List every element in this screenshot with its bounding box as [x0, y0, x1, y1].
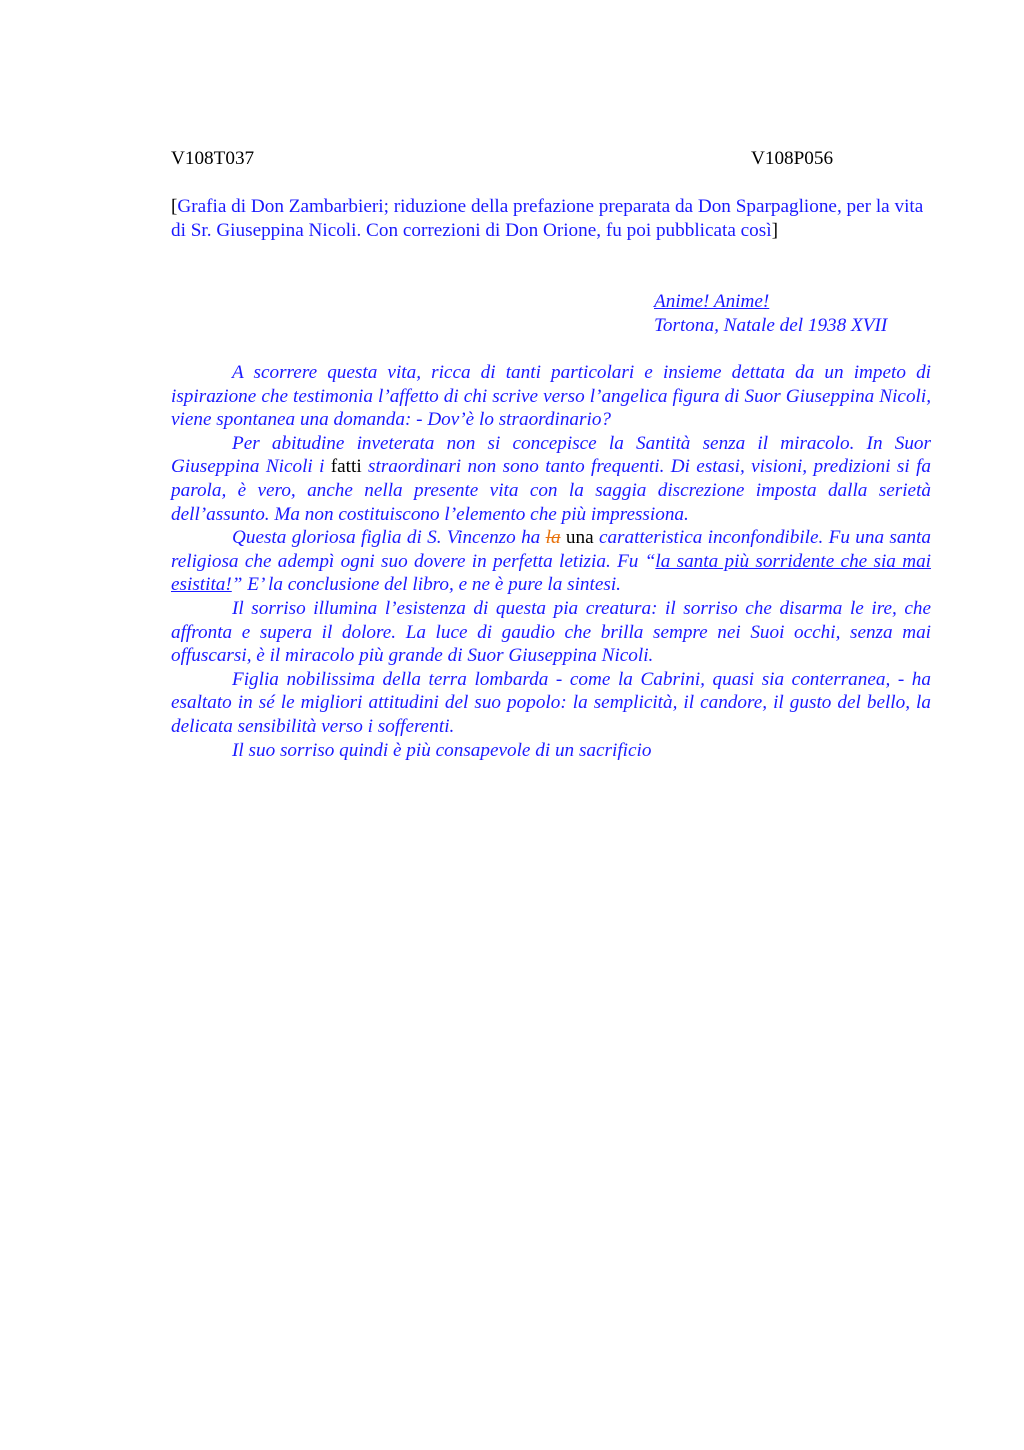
paragraph-5: Figlia nobilissima della terra lombarda - come la Cabrini, quasi sia conterranea, - ha esaltato in sé le migliori attitudini del suo popolo: la semplicità, il candore, il gusto del bello, la delicata sensibilità verso i sofferenti. [171, 668, 931, 737]
document-page [171, 0, 931, 1450]
paragraph-2-part-a: Per abitudine inveterata non si concepisce la Santità senza il miracolo. In Suor Giuseppina Nicoli i [171, 432, 931, 478]
paragraph-3-deletion: la [545, 527, 561, 549]
paragraph-3-part-a: Questa gloriosa figlia di S. Vincenzo ha [232, 527, 546, 549]
paragraph-1: A scorrere questa vita, ricca di tanti particolari e insieme dettata da un impeto di ispirazione che testimonia l’affetto di chi scrive verso l’angelica figura di Suor Giuseppina Nicoli, viene spontanea una domanda: - Dov’è lo straordinario? [171, 362, 931, 431]
paragraph-6: Il suo sorriso quindi è più consapevole di un sacrificio [232, 739, 652, 761]
document-code-right: V108P056 [751, 148, 834, 169]
document-code-left: V108T037 [171, 148, 255, 169]
dateline [654, 290, 934, 337]
paragraph-3-part-b: caratteristica inconfondibile. Fu una santa religiosa che adempì ogni suo dovere in perfetta letizia. Fu “ [171, 527, 931, 572]
paragraph-2 [171, 432, 931, 526]
note-close-bracket: ] [771, 219, 778, 241]
paragraph-3-insertion: una [565, 527, 594, 549]
editor-note [171, 195, 931, 242]
paragraph-3-quote: la santa più sorridente che sia mai esistita! [171, 550, 931, 596]
paragraph-4: Il sorriso illumina l’esistenza di questa pia creatura: il sorriso che disarma le ire, che affronta e supera il dolore. La luce di gaudio che brilla sempre nei Suoi occhi, senza mai offuscarsi, è il miracolo più grande di Suor Giuseppina Nicoli. [171, 597, 931, 667]
paragraph-3-part-c: ” E’ la conclusione del libro, e ne è pure la sintesi. [231, 574, 621, 596]
body-text [171, 361, 931, 762]
dateline-motto: Anime! Anime! [654, 291, 770, 312]
paragraph-2-part-b: straordinari non sono tanto frequenti. Di estasi, visioni, predizioni si fa parola, è vero, anche nella presente vita con la saggia discrezione imposta dalla serietà dell’assunto. Ma non costituiscono l’elemento che più impressiona. [171, 456, 931, 525]
dateline-place-date: Tortona, Natale del 1938 XVII [654, 314, 888, 336]
paragraph-2-insertion: fatti [330, 456, 362, 478]
paragraph-3 [171, 526, 931, 597]
note-text: Grafia di Don Zambarbieri; riduzione della prefazione preparata da Don Sparpaglione, per la vita di Sr. Giuseppina Nicoli. Con correzioni di Don Orione, fu poi pubblicata così [171, 196, 924, 241]
note-open-bracket: [ [171, 196, 178, 217]
